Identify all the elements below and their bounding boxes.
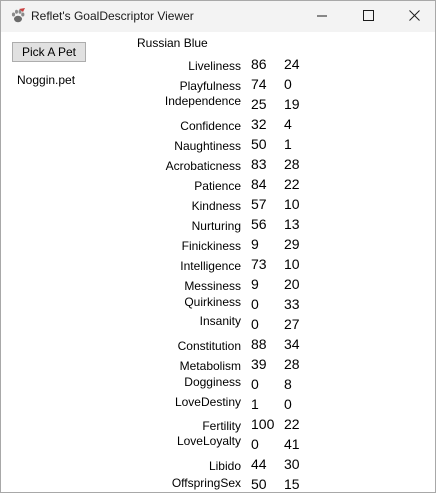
attribute-name: Insanity <box>199 314 241 328</box>
attribute-value-primary: 88 <box>251 336 267 352</box>
attribute-row <box>1 55 435 75</box>
attribute-name: Messiness <box>184 279 241 293</box>
attribute-value-secondary: 0 <box>284 396 292 412</box>
attribute-value-secondary: 20 <box>284 276 300 292</box>
attribute-name: Confidence <box>180 119 241 133</box>
attribute-name: Intelligence <box>180 259 241 273</box>
attribute-row <box>1 375 435 395</box>
attribute-value-secondary: 22 <box>284 416 300 432</box>
title-bar[interactable] <box>1 1 435 32</box>
attribute-row <box>1 455 435 475</box>
attribute-value-primary: 74 <box>251 76 267 92</box>
attribute-value-primary: 86 <box>251 56 267 72</box>
attribute-row <box>1 295 435 315</box>
attribute-name: Fertility <box>202 419 241 433</box>
attribute-name: Metabolism <box>179 359 241 373</box>
attribute-value-primary: 50 <box>251 136 267 152</box>
attribute-value-secondary: 27 <box>284 316 300 332</box>
attribute-value-secondary: 29 <box>284 236 300 252</box>
attribute-value-secondary: 8 <box>284 376 292 392</box>
pet-file-name: Noggin.pet <box>17 73 76 87</box>
attribute-value-secondary: 28 <box>284 356 300 372</box>
attribute-name: Naughtiness <box>174 139 241 153</box>
pick-a-pet-button[interactable]: Pick A Pet <box>12 42 86 62</box>
attribute-value-primary: 39 <box>251 356 267 372</box>
attribute-name: Libido <box>208 459 241 473</box>
attribute-value-primary: 0 <box>251 296 259 312</box>
attribute-value-secondary: 1 <box>284 136 292 152</box>
attribute-value-secondary: 34 <box>284 336 300 352</box>
attribute-value-primary: 44 <box>251 456 267 472</box>
attribute-row <box>1 335 435 355</box>
attribute-name: Dogginess <box>184 375 241 389</box>
attribute-value-secondary: 13 <box>284 216 300 232</box>
attribute-value-primary: 73 <box>251 256 267 272</box>
attribute-row <box>1 415 435 435</box>
attribute-name: Nurturing <box>191 219 241 233</box>
attribute-row <box>1 175 435 195</box>
attribute-name: Independence <box>164 94 241 108</box>
breed-name: Russian Blue <box>137 36 208 50</box>
attribute-row <box>1 195 435 215</box>
attribute-row <box>1 235 435 255</box>
attribute-row <box>1 275 435 295</box>
paw-app-icon <box>10 8 26 24</box>
attribute-value-secondary: 19 <box>284 96 300 112</box>
attribute-value-primary: 84 <box>251 176 267 192</box>
minimize-icon <box>317 8 327 26</box>
attribute-row <box>1 75 435 95</box>
attribute-row <box>1 135 435 155</box>
attribute-name: Liveliness <box>188 59 241 73</box>
attribute-row <box>1 475 435 493</box>
attribute-value-secondary: 33 <box>284 296 300 312</box>
attribute-list <box>1 55 435 493</box>
attribute-row <box>1 355 435 375</box>
attribute-name: Constitution <box>177 339 241 353</box>
attribute-value-secondary: 0 <box>284 76 292 92</box>
close-button[interactable] <box>391 1 436 32</box>
attribute-value-primary: 0 <box>251 316 259 332</box>
attribute-row <box>1 255 435 275</box>
attribute-value-primary: 1 <box>251 396 259 412</box>
attribute-value-primary: 100 <box>251 416 275 432</box>
attribute-value-secondary: 24 <box>284 56 300 72</box>
attribute-value-secondary: 28 <box>284 156 300 172</box>
close-icon <box>409 8 420 26</box>
attribute-value-primary: 57 <box>251 196 267 212</box>
attribute-row <box>1 435 435 455</box>
attribute-value-primary: 9 <box>251 236 259 252</box>
maximize-icon <box>363 8 374 26</box>
attribute-value-secondary: 41 <box>284 436 300 452</box>
attribute-name: Quirkiness <box>184 295 241 309</box>
attribute-value-primary: 0 <box>251 436 259 452</box>
attribute-name: Patience <box>194 179 241 193</box>
attribute-value-primary: 56 <box>251 216 267 232</box>
attribute-value-primary: 32 <box>251 116 267 132</box>
attribute-value-primary: 0 <box>251 376 259 392</box>
attribute-name: OffspringSex <box>171 476 241 490</box>
attribute-name: LoveLoyalty <box>176 434 241 448</box>
attribute-value-primary: 25 <box>251 96 267 112</box>
attribute-name: Playfulness <box>179 79 241 93</box>
attribute-value-secondary: 15 <box>284 476 300 492</box>
attribute-value-secondary: 30 <box>284 456 300 472</box>
attribute-name: Kindness <box>191 199 241 213</box>
attribute-value-secondary: 10 <box>284 256 300 272</box>
attribute-row <box>1 95 435 115</box>
attribute-value-secondary: 10 <box>284 196 300 212</box>
attribute-row <box>1 315 435 335</box>
attribute-row <box>1 155 435 175</box>
attribute-value-secondary: 22 <box>284 176 300 192</box>
minimize-button[interactable] <box>299 1 345 32</box>
attribute-row <box>1 395 435 415</box>
attribute-value-primary: 9 <box>251 276 259 292</box>
attribute-value-primary: 50 <box>251 476 267 492</box>
attribute-row <box>1 215 435 235</box>
attribute-value-primary: 83 <box>251 156 267 172</box>
attribute-row <box>1 115 435 135</box>
window-title: Reflet's GoalDescriptor Viewer <box>31 9 194 23</box>
attribute-name: Finickiness <box>181 239 241 253</box>
attribute-value-secondary: 4 <box>284 116 292 132</box>
attribute-name: LoveDestiny <box>174 395 241 409</box>
maximize-button[interactable] <box>345 1 391 32</box>
attribute-name: Acrobaticness <box>165 159 241 173</box>
